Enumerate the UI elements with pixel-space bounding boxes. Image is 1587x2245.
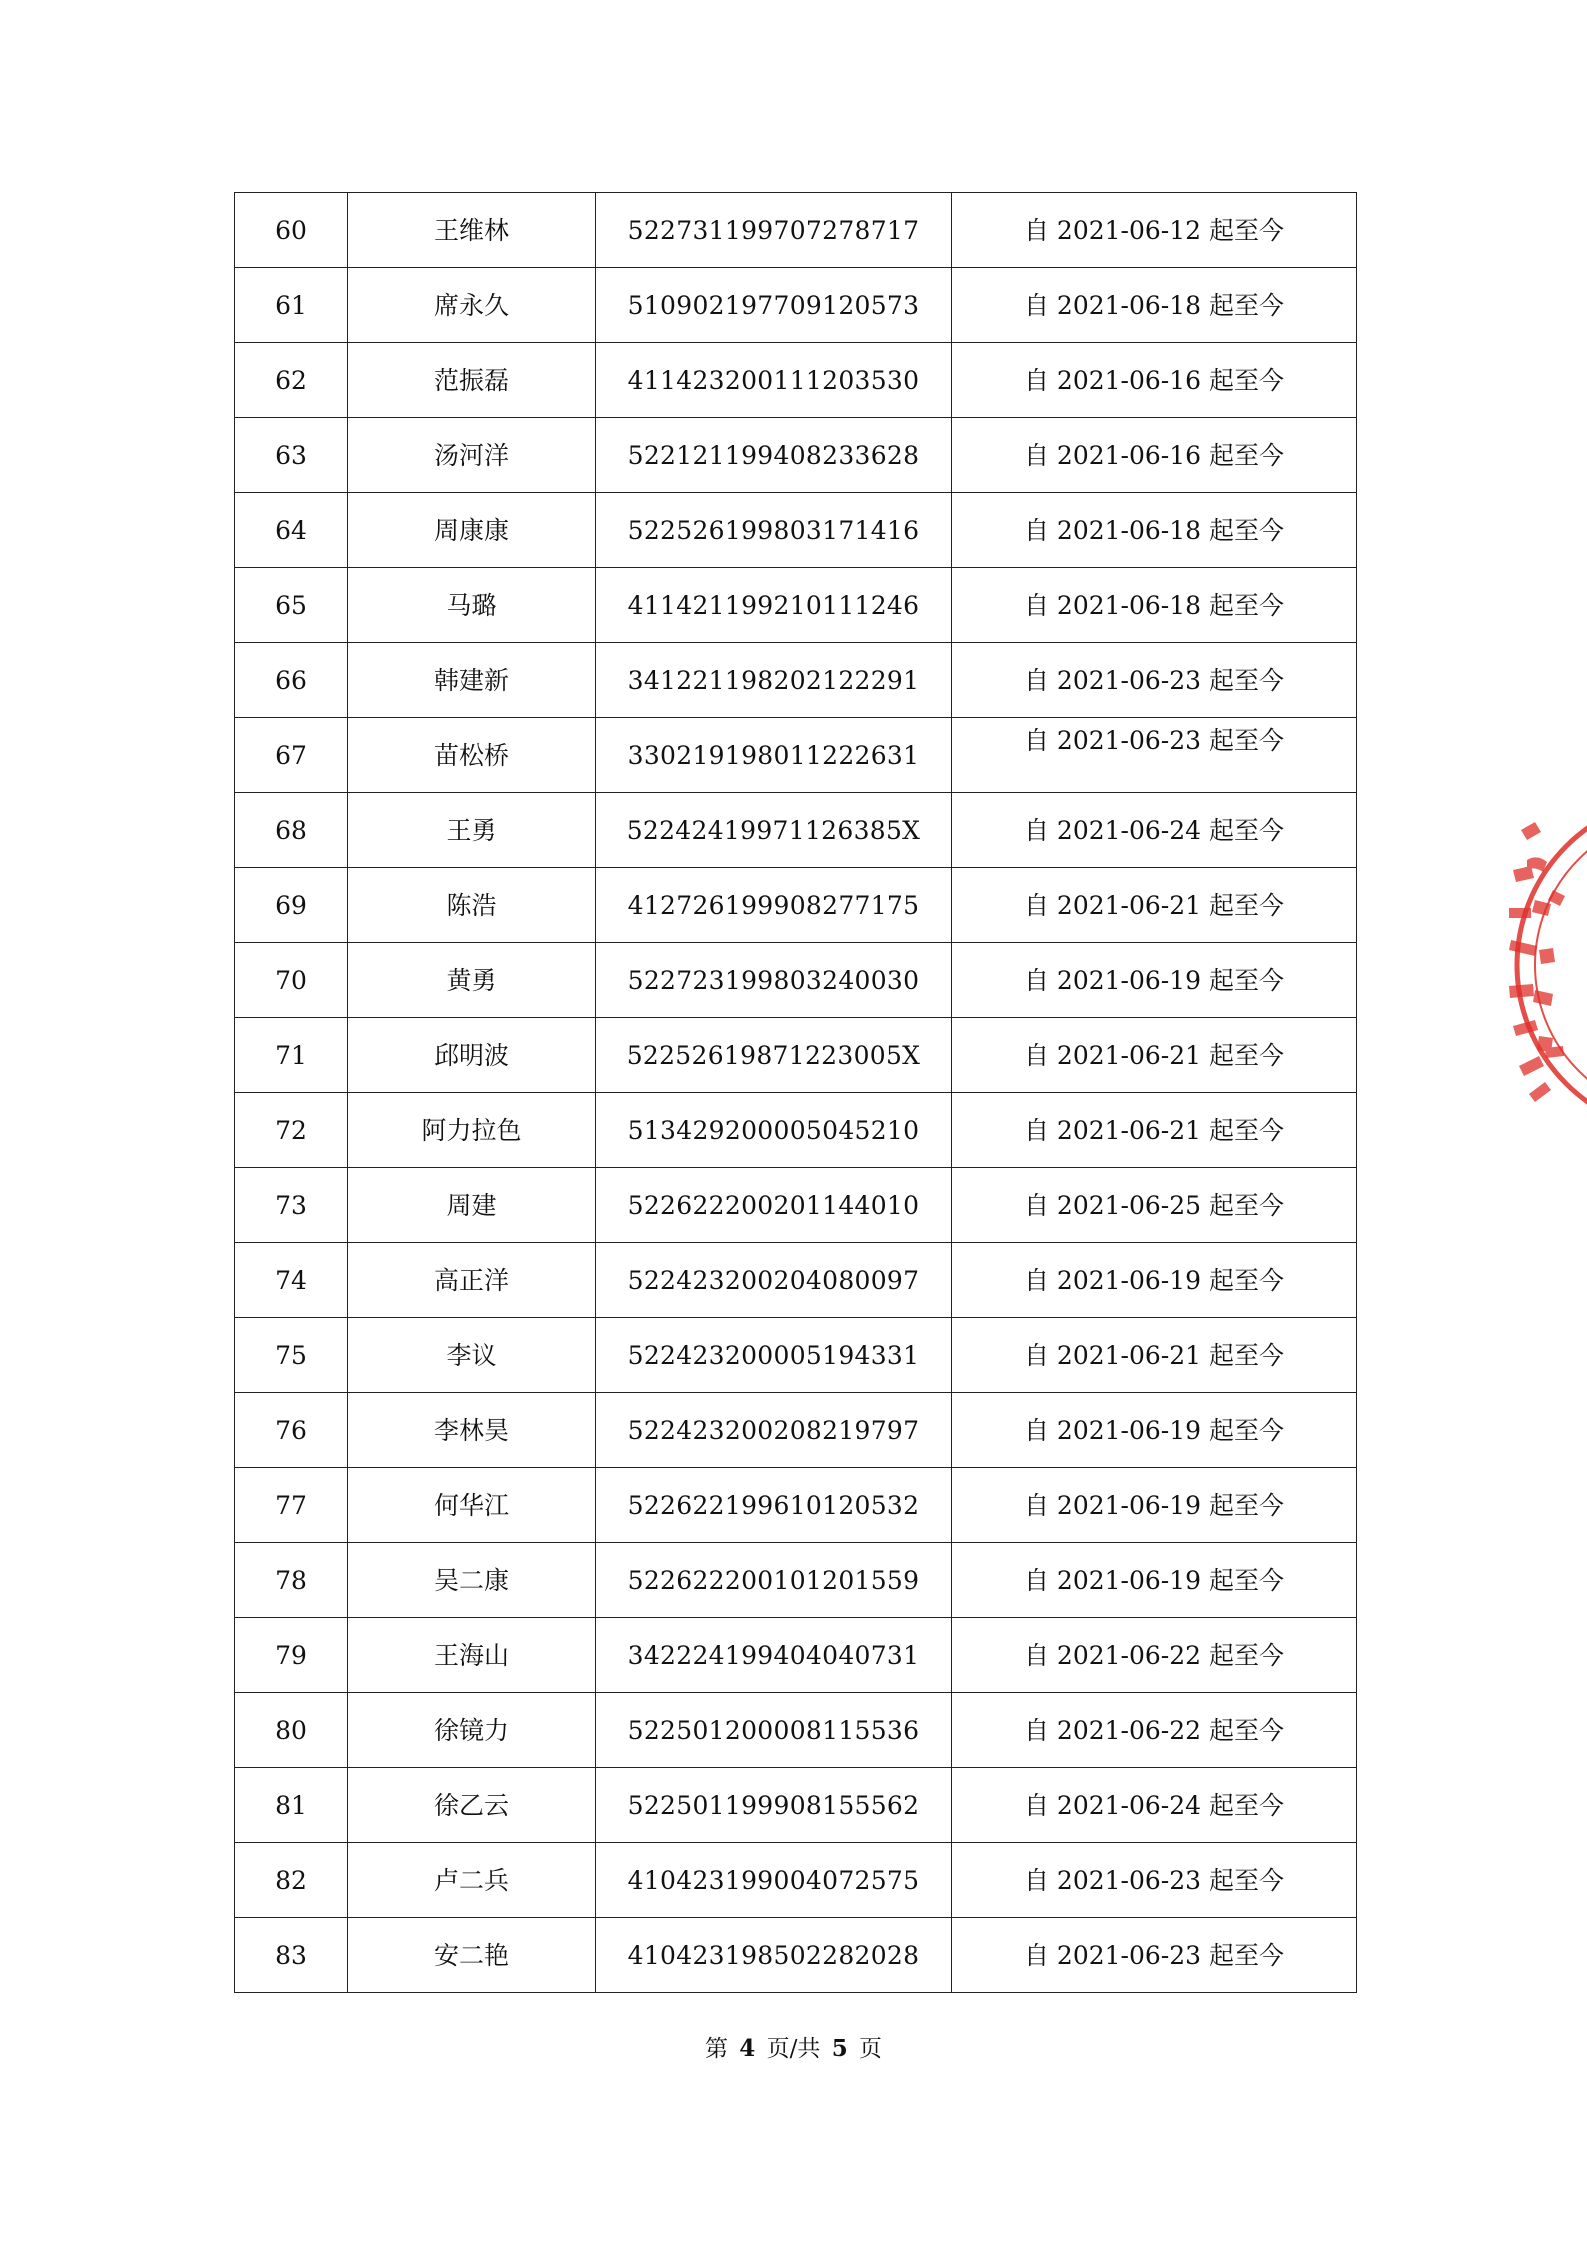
id-number-cell-text: 52252619871223005X bbox=[626, 1040, 921, 1070]
table-row bbox=[235, 1243, 1357, 1318]
row-number-cell bbox=[235, 1393, 348, 1468]
id-number-cell-text: 510902197709120573 bbox=[627, 290, 920, 320]
id-number-cell-text: 412726199908277175 bbox=[627, 890, 920, 920]
id-number-cell bbox=[596, 343, 952, 418]
name-cell bbox=[348, 1243, 596, 1318]
table-row bbox=[235, 268, 1357, 343]
row-number-cell-text: 67 bbox=[275, 740, 307, 770]
id-number-cell bbox=[596, 643, 952, 718]
row-number-cell-text: 71 bbox=[275, 1040, 307, 1070]
name-cell bbox=[348, 1843, 596, 1918]
period-cell bbox=[952, 193, 1357, 268]
table-row bbox=[235, 343, 1357, 418]
name-cell-text: 黄勇 bbox=[446, 965, 497, 995]
row-number-cell bbox=[235, 643, 348, 718]
period-cell bbox=[952, 868, 1357, 943]
period-cell bbox=[952, 343, 1357, 418]
table-row bbox=[235, 193, 1357, 268]
period-cell-text: 自 2021-06-23 起至今 bbox=[1023, 665, 1285, 695]
table-row bbox=[235, 493, 1357, 568]
id-number-cell bbox=[596, 1768, 952, 1843]
period-cell bbox=[952, 1618, 1357, 1693]
table-row bbox=[235, 1618, 1357, 1693]
id-number-cell-text: 410423198502282028 bbox=[627, 1940, 920, 1970]
period-cell bbox=[952, 568, 1357, 643]
id-number-cell-text: 522423200208219797 bbox=[627, 1415, 920, 1445]
table-row bbox=[235, 418, 1357, 493]
period-cell bbox=[952, 418, 1357, 493]
row-number-cell bbox=[235, 943, 348, 1018]
name-cell bbox=[348, 943, 596, 1018]
name-cell bbox=[348, 1693, 596, 1768]
name-cell-text: 周建 bbox=[446, 1190, 497, 1220]
period-cell bbox=[952, 1018, 1357, 1093]
row-number-cell-text: 82 bbox=[275, 1865, 307, 1895]
name-cell bbox=[348, 1168, 596, 1243]
row-number-cell bbox=[235, 418, 348, 493]
id-number-cell-text: 522731199707278717 bbox=[627, 215, 920, 245]
id-number-cell bbox=[596, 1093, 952, 1168]
period-cell-text: 自 2021-06-21 起至今 bbox=[1023, 890, 1285, 920]
row-number-cell bbox=[235, 568, 348, 643]
period-cell bbox=[952, 1468, 1357, 1543]
period-cell bbox=[952, 1693, 1357, 1768]
id-number-cell-text: 522622199610120532 bbox=[627, 1490, 920, 1520]
period-cell bbox=[952, 1318, 1357, 1393]
row-number-cell bbox=[235, 493, 348, 568]
name-cell-text: 李林昊 bbox=[433, 1415, 509, 1445]
period-cell bbox=[952, 793, 1357, 868]
period-cell-text: 自 2021-06-18 起至今 bbox=[1023, 515, 1285, 545]
name-cell-text: 安二艳 bbox=[433, 1940, 509, 1970]
name-cell-text: 邱明波 bbox=[433, 1040, 509, 1070]
row-number-cell bbox=[235, 1843, 348, 1918]
footer-middle: 页/共 bbox=[766, 2036, 821, 2062]
row-number-cell-text: 80 bbox=[275, 1715, 307, 1745]
row-number-cell bbox=[235, 1918, 348, 1993]
table-row bbox=[235, 1543, 1357, 1618]
period-cell-text: 自 2021-06-23 起至今 bbox=[1023, 725, 1285, 755]
name-cell bbox=[348, 268, 596, 343]
row-number-cell bbox=[235, 1768, 348, 1843]
name-cell-text: 席永久 bbox=[433, 290, 509, 320]
name-cell bbox=[348, 343, 596, 418]
period-cell bbox=[952, 1093, 1357, 1168]
period-cell bbox=[952, 1843, 1357, 1918]
name-cell bbox=[348, 1318, 596, 1393]
seal-graphic bbox=[1505, 790, 1587, 1140]
footer-total-pages: 5 bbox=[831, 2035, 848, 2062]
period-cell bbox=[952, 268, 1357, 343]
period-cell-text: 自 2021-06-21 起至今 bbox=[1023, 1340, 1285, 1370]
period-cell-text: 自 2021-06-12 起至今 bbox=[1023, 215, 1285, 245]
period-cell-text: 自 2021-06-19 起至今 bbox=[1023, 1415, 1285, 1445]
id-number-cell-text: 522622200101201559 bbox=[627, 1565, 920, 1595]
period-cell-text: 自 2021-06-16 起至今 bbox=[1023, 440, 1285, 470]
personnel-table bbox=[234, 192, 1357, 1993]
row-number-cell-text: 81 bbox=[275, 1790, 307, 1820]
period-cell-text: 自 2021-06-25 起至今 bbox=[1023, 1190, 1285, 1220]
id-number-cell-text: 342224199404040731 bbox=[627, 1640, 920, 1670]
row-number-cell-text: 68 bbox=[275, 815, 307, 845]
row-number-cell-text: 69 bbox=[275, 890, 307, 920]
row-number-cell bbox=[235, 193, 348, 268]
id-number-cell bbox=[596, 1693, 952, 1768]
period-cell bbox=[952, 643, 1357, 718]
id-number-cell bbox=[596, 1918, 952, 1993]
name-cell-text: 吴二康 bbox=[433, 1565, 509, 1595]
id-number-cell-text: 522723199803240030 bbox=[627, 965, 920, 995]
table-row bbox=[235, 1018, 1357, 1093]
row-number-cell-text: 60 bbox=[275, 215, 307, 245]
row-number-cell bbox=[235, 1618, 348, 1693]
id-number-cell bbox=[596, 1393, 952, 1468]
table-row bbox=[235, 1093, 1357, 1168]
table-row bbox=[235, 643, 1357, 718]
name-cell bbox=[348, 418, 596, 493]
name-cell bbox=[348, 1393, 596, 1468]
row-number-cell-text: 66 bbox=[275, 665, 307, 695]
id-number-cell bbox=[596, 943, 952, 1018]
table-row bbox=[235, 943, 1357, 1018]
period-cell bbox=[952, 718, 1357, 793]
footer-prefix: 第 bbox=[704, 2036, 728, 2062]
period-cell-text: 自 2021-06-16 起至今 bbox=[1023, 365, 1285, 395]
table-row bbox=[235, 1693, 1357, 1768]
name-cell-text: 徐镜力 bbox=[433, 1715, 509, 1745]
name-cell bbox=[348, 1018, 596, 1093]
id-number-cell-text: 513429200005045210 bbox=[627, 1115, 920, 1145]
name-cell-text: 范振磊 bbox=[433, 365, 509, 395]
id-number-cell bbox=[596, 1168, 952, 1243]
name-cell bbox=[348, 193, 596, 268]
name-cell bbox=[348, 1768, 596, 1843]
name-cell-text: 王维林 bbox=[433, 215, 509, 245]
id-number-cell-text: 522423200005194331 bbox=[627, 1340, 920, 1370]
id-number-cell bbox=[596, 868, 952, 943]
id-number-cell-text: 410423199004072575 bbox=[627, 1865, 920, 1895]
table-row bbox=[235, 1843, 1357, 1918]
row-number-cell bbox=[235, 1693, 348, 1768]
period-cell-text: 自 2021-06-19 起至今 bbox=[1023, 1265, 1285, 1295]
period-cell bbox=[952, 1768, 1357, 1843]
row-number-cell-text: 65 bbox=[275, 590, 307, 620]
period-cell-text: 自 2021-06-19 起至今 bbox=[1023, 965, 1285, 995]
name-cell bbox=[348, 868, 596, 943]
row-number-cell bbox=[235, 1168, 348, 1243]
name-cell-text: 王勇 bbox=[446, 815, 497, 845]
id-number-cell-text: 341221198202122291 bbox=[627, 665, 920, 695]
id-number-cell-text: 330219198011222631 bbox=[627, 740, 920, 770]
id-number-cell bbox=[596, 1843, 952, 1918]
row-number-cell-text: 74 bbox=[275, 1265, 307, 1295]
table-row bbox=[235, 793, 1357, 868]
name-cell bbox=[348, 568, 596, 643]
row-number-cell bbox=[235, 1018, 348, 1093]
name-cell-text: 何华江 bbox=[433, 1490, 509, 1520]
period-cell bbox=[952, 493, 1357, 568]
name-cell bbox=[348, 793, 596, 868]
row-number-cell-text: 73 bbox=[275, 1190, 307, 1220]
period-cell-text: 自 2021-06-21 起至今 bbox=[1023, 1115, 1285, 1145]
id-number-cell bbox=[596, 1018, 952, 1093]
row-number-cell bbox=[235, 1468, 348, 1543]
period-cell-text: 自 2021-06-19 起至今 bbox=[1023, 1565, 1285, 1595]
id-number-cell bbox=[596, 193, 952, 268]
row-number-cell-text: 75 bbox=[275, 1340, 307, 1370]
name-cell-text: 马璐 bbox=[446, 590, 497, 620]
row-number-cell bbox=[235, 268, 348, 343]
id-number-cell-text: 522121199408233628 bbox=[627, 440, 920, 470]
period-cell bbox=[952, 1393, 1357, 1468]
period-cell-text: 自 2021-06-24 起至今 bbox=[1023, 1790, 1285, 1820]
id-number-cell-text: 522501199908155562 bbox=[627, 1790, 920, 1820]
period-cell-text: 自 2021-06-22 起至今 bbox=[1023, 1715, 1285, 1745]
id-number-cell bbox=[596, 418, 952, 493]
name-cell-text: 阿力拉色 bbox=[421, 1115, 522, 1145]
row-number-cell bbox=[235, 1243, 348, 1318]
table-row bbox=[235, 718, 1357, 793]
row-number-cell-text: 77 bbox=[275, 1490, 307, 1520]
name-cell-text: 徐乙云 bbox=[433, 1790, 509, 1820]
row-number-cell-text: 72 bbox=[275, 1115, 307, 1145]
name-cell bbox=[348, 493, 596, 568]
name-cell-text: 苗松桥 bbox=[433, 740, 509, 770]
row-number-cell bbox=[235, 793, 348, 868]
period-cell-text: 自 2021-06-23 起至今 bbox=[1023, 1865, 1285, 1895]
row-number-cell-text: 64 bbox=[275, 515, 307, 545]
id-number-cell bbox=[596, 268, 952, 343]
period-cell bbox=[952, 1918, 1357, 1993]
row-number-cell-text: 76 bbox=[275, 1415, 307, 1445]
period-cell-text: 自 2021-06-18 起至今 bbox=[1023, 290, 1285, 320]
row-number-cell-text: 62 bbox=[275, 365, 307, 395]
name-cell-text: 卢二兵 bbox=[433, 1865, 509, 1895]
id-number-cell-text: 52242419971126385X bbox=[626, 815, 921, 845]
period-cell-text: 自 2021-06-24 起至今 bbox=[1023, 815, 1285, 845]
id-number-cell bbox=[596, 493, 952, 568]
period-cell bbox=[952, 1243, 1357, 1318]
row-number-cell bbox=[235, 1543, 348, 1618]
table-row bbox=[235, 1393, 1357, 1468]
id-number-cell bbox=[596, 1243, 952, 1318]
name-cell-text: 汤河洋 bbox=[433, 440, 509, 470]
name-cell-text: 陈浩 bbox=[446, 890, 497, 920]
id-number-cell-text: 522423200204080097 bbox=[627, 1265, 920, 1295]
name-cell bbox=[348, 1618, 596, 1693]
period-cell bbox=[952, 1543, 1357, 1618]
name-cell-text: 周康康 bbox=[433, 515, 509, 545]
id-number-cell-text: 522622200201144010 bbox=[627, 1190, 920, 1220]
footer-suffix: 页 bbox=[859, 2036, 883, 2062]
name-cell-text: 王海山 bbox=[433, 1640, 509, 1670]
id-number-cell-text: 522526199803171416 bbox=[627, 515, 920, 545]
period-cell-text: 自 2021-06-18 起至今 bbox=[1023, 590, 1285, 620]
name-cell bbox=[348, 1543, 596, 1618]
row-number-cell-text: 61 bbox=[275, 290, 307, 320]
id-number-cell bbox=[596, 1318, 952, 1393]
name-cell bbox=[348, 643, 596, 718]
name-cell-text: 李议 bbox=[446, 1340, 497, 1370]
row-number-cell bbox=[235, 1318, 348, 1393]
period-cell-text: 自 2021-06-23 起至今 bbox=[1023, 1940, 1285, 1970]
period-cell-text: 自 2021-06-19 起至今 bbox=[1023, 1490, 1285, 1520]
footer-current-page: 4 bbox=[739, 2035, 756, 2062]
name-cell bbox=[348, 1918, 596, 1993]
id-number-cell bbox=[596, 793, 952, 868]
table-row bbox=[235, 1768, 1357, 1843]
name-cell bbox=[348, 1093, 596, 1168]
name-cell bbox=[348, 718, 596, 793]
id-number-cell-text: 411423200111203530 bbox=[627, 365, 920, 395]
id-number-cell bbox=[596, 568, 952, 643]
table-row bbox=[235, 568, 1357, 643]
name-cell-text: 高正洋 bbox=[433, 1265, 509, 1295]
period-cell-text: 自 2021-06-21 起至今 bbox=[1023, 1040, 1285, 1070]
name-cell-text: 韩建新 bbox=[433, 665, 509, 695]
row-number-cell bbox=[235, 343, 348, 418]
id-number-cell-text: 411421199210111246 bbox=[627, 590, 920, 620]
id-number-cell bbox=[596, 1618, 952, 1693]
row-number-cell-text: 79 bbox=[275, 1640, 307, 1670]
row-number-cell-text: 78 bbox=[275, 1565, 307, 1595]
id-number-cell bbox=[596, 718, 952, 793]
personnel-table-body bbox=[235, 193, 1357, 1993]
row-number-cell-text: 83 bbox=[275, 1940, 307, 1970]
id-number-cell bbox=[596, 1543, 952, 1618]
row-number-cell-text: 70 bbox=[275, 965, 307, 995]
row-number-cell bbox=[235, 718, 348, 793]
table-row bbox=[235, 1468, 1357, 1543]
id-number-cell-text: 522501200008115536 bbox=[627, 1715, 920, 1745]
name-cell bbox=[348, 1468, 596, 1543]
official-seal-icon bbox=[1505, 790, 1587, 1140]
row-number-cell-text: 63 bbox=[275, 440, 307, 470]
table-row bbox=[235, 868, 1357, 943]
table-row bbox=[235, 1318, 1357, 1393]
page-footer bbox=[0, 2030, 1587, 2063]
period-cell bbox=[952, 1168, 1357, 1243]
table-row bbox=[235, 1918, 1357, 1993]
period-cell-text: 自 2021-06-22 起至今 bbox=[1023, 1640, 1285, 1670]
id-number-cell bbox=[596, 1468, 952, 1543]
row-number-cell bbox=[235, 1093, 348, 1168]
period-cell bbox=[952, 943, 1357, 1018]
table-row bbox=[235, 1168, 1357, 1243]
row-number-cell bbox=[235, 868, 348, 943]
